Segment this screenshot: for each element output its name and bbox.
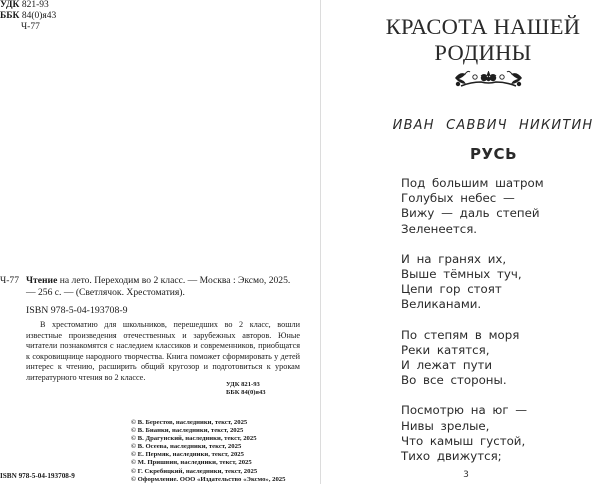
- copyright-item: © Г. Скребицкий, наследники, текст, 2025: [131, 467, 258, 475]
- verse-line: Под большим шатром: [401, 176, 544, 190]
- copyright-item: © В. Драгунский, наследники, текст, 2025: [131, 435, 257, 443]
- isbn-footer: ISBN 978-5-04-193708-9: [0, 472, 75, 480]
- verse-line: Вижу — даль степей: [401, 206, 540, 221]
- copyright-item: © М. Пришвин, наследники, текст, 2025: [131, 459, 252, 467]
- bbk-label: ББК: [0, 11, 20, 21]
- classification-codes-bottom: [226, 381, 306, 398]
- verse-line: Нивы зрелые,: [401, 418, 490, 433]
- verse-line: Тихо движутся;: [401, 449, 502, 464]
- bbk-value: 84(0)я43: [21, 11, 57, 21]
- section-title: КРАСОТА НАШЕЙ РОДИНЫ: [385, 14, 581, 65]
- stanza: [401, 403, 600, 464]
- poem-author: ИВАН САВВИЧ НИКИТИН: [392, 118, 594, 133]
- poem-body: [401, 176, 600, 479]
- udk-code: УДК 821-93: [226, 381, 260, 388]
- poem-title: РУСЬ: [470, 145, 517, 163]
- copyright-item: © В. Осеева, наследники, текст, 2025: [131, 443, 242, 451]
- udk-value: 821-93: [21, 0, 49, 10]
- verse-line: Выше тёмных туч,: [401, 267, 522, 282]
- copyright-list: [131, 419, 285, 484]
- verse-line: Цепи гор стоят: [401, 282, 502, 297]
- classification-codes-top: [0, 0, 56, 33]
- book-description: на лето. Переходим во 2 класс. — Москва : Эксмо, 2025. — 256 с. — (Светлячок. Хрестоматия).: [26, 275, 291, 298]
- verse-line: И на гранях их,: [401, 251, 507, 266]
- page-number: 3: [463, 470, 469, 480]
- author-sign: Ч-77: [21, 22, 40, 32]
- annotation: В хрестоматию для школьников, перешедших во 2 класс, вошли известные произведения отечественных и зарубежных авторов. Юные читатели познакомятся с наследием классиков и современников, приобщатся к сокровищнице народного творчества. Книга поможет сформировать у детей интерес к чтению, расширить общий кругозор и подготовиться к урокам литературного чтения во 2 классе.: [26, 320, 300, 382]
- stanza: [401, 176, 600, 237]
- stanza: [401, 252, 600, 313]
- verse-line: Посмотрю на юг —: [401, 403, 528, 418]
- stanza: [401, 328, 600, 389]
- copyright-item: © В. Бианки, наследники, текст, 2025: [131, 427, 244, 435]
- book-title: Чтение: [26, 275, 58, 286]
- catalog-sign: Ч-77: [0, 275, 20, 286]
- copyright-item: © Е. Пермяк, наследники, текст, 2025: [131, 451, 244, 459]
- verse-line: Голубых небес —: [401, 191, 515, 206]
- floral-ornament-icon: [451, 68, 526, 90]
- verse-line: Что камыш густой,: [401, 433, 526, 448]
- isbn: ISBN 978-5-04-193708-9: [26, 305, 128, 316]
- verse-line: По степям в моря: [401, 327, 520, 342]
- verse-line: Реки катятся,: [401, 342, 490, 357]
- verse-line: Зеленеется.: [401, 221, 478, 236]
- udk-label: УДК: [0, 0, 20, 10]
- verse-line: Во все стороны.: [401, 373, 507, 388]
- right-page-poem: [321, 0, 600, 484]
- verse-line: И лежат пути: [401, 358, 493, 373]
- bbk-code: ББК 84(0)я43: [226, 389, 266, 397]
- verse-line: Великанами.: [401, 297, 482, 312]
- bibliographic-record: [0, 275, 300, 299]
- copyright-item: © Оформление. ООО «Издательство «Эксмо», 2025: [131, 475, 286, 483]
- copyright-item: © В. Берестов, наследники, текст, 2025: [131, 419, 248, 426]
